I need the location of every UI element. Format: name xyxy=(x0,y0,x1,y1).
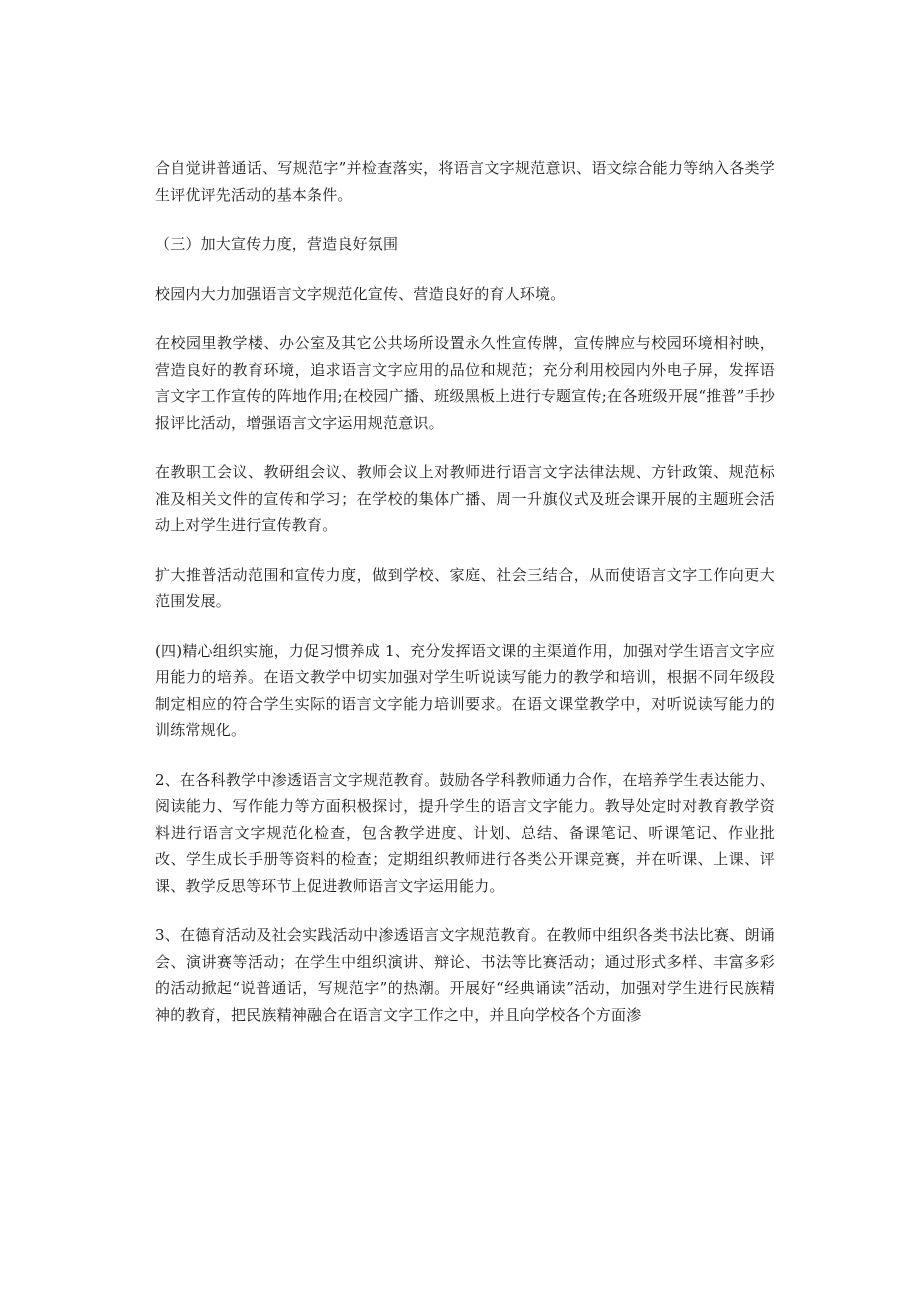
paragraph-staff-meetings: 在教职工会议、教研组会议、教师会议上对教师进行语言文字法律法规、方针政策、规范标准及相关文件的宣传和学习；在学校的集体广播、周一升旗仪式及班会课开展的主题班会活动上对学生进行宣传教育。 xyxy=(155,463,775,534)
paragraph-evaluation-criteria: 合自觉讲普通话、写规范字”并检查落实，将语言文字规范意识、语文综合能力等纳入各类学生评优评先活动的基本条件。 xyxy=(155,159,775,204)
paragraph-subject-teaching: 2、在各科教学中渗透语言文字规范教育。鼓励各学科教师通力合作，在培养学生表达能力、阅读能力、写作能力等方面积极探讨，提升学生的语言文字能力。教导处定时对教育教学资料进行语言文字规范化检查，包含教学进度、计划、总结、备课笔记、听课笔记、作业批改、学生成长手册等资料的检查；定期组织教师进行各类公开课竞赛，并在听课、上课、评课、教学反思等环节上促进教师语言文字运用能力。 xyxy=(155,770,775,895)
section-heading-publicity: （三）加大宣传力度，营造良好氛围 xyxy=(155,235,399,253)
paragraph-organize-implementation: (四)精心组织实施，力促习惯养成 1、充分发挥语文课的主渠道作用，加强对学生语言文字应用能力的培养。在语文教学中切实加强对学生听说读写能力的教学和培训，根据不同年级段制定相应的符合学生实际的语言文字能力培训要求。在语文课堂教学中，对听说读写能力的训练常规化。 xyxy=(155,641,775,739)
paragraph-moral-activities: 3、在德育活动及社会实践活动中渗透语言文字规范教育。在教师中组织各类书法比赛、朗诵会、演讲赛等活动；在学生中组织演讲、辩论、书法等比赛活动；通过形式多样、丰富多彩的活动掀起“说普通话，写规范字”的热潮。开展好“经典诵读”活动，加强对学生进行民族精神的教育，把民族精神融合在语言文字工作之中，并且向学校各个方面渗 xyxy=(155,926,775,1024)
paragraph-expand-scope: 扩大推普活动范围和宣传力度，做到学校、家庭、社会三结合，从而使语言文字工作向更大范围发展。 xyxy=(155,565,775,610)
paragraph-campus-publicity: 校园内大力加强语言文字规范化宣传、营造良好的育人环境。 xyxy=(155,284,566,303)
paragraph-signage: 在校园里教学楼、办公室及其它公共场所设置永久性宣传牌，宣传牌应与校园环境相衬映，营造良好的教育环境，追求语言文字应用的品位和规范；充分利用校园内外电子屏，发挥语言文字工作宣传的阵地作用;在校园广播、班级黑板上进行专题宣传;在各班级开展“推普”手抄报评比活动，增强语言文字运用规范意识。 xyxy=(155,334,775,432)
document-body xyxy=(155,155,775,1051)
